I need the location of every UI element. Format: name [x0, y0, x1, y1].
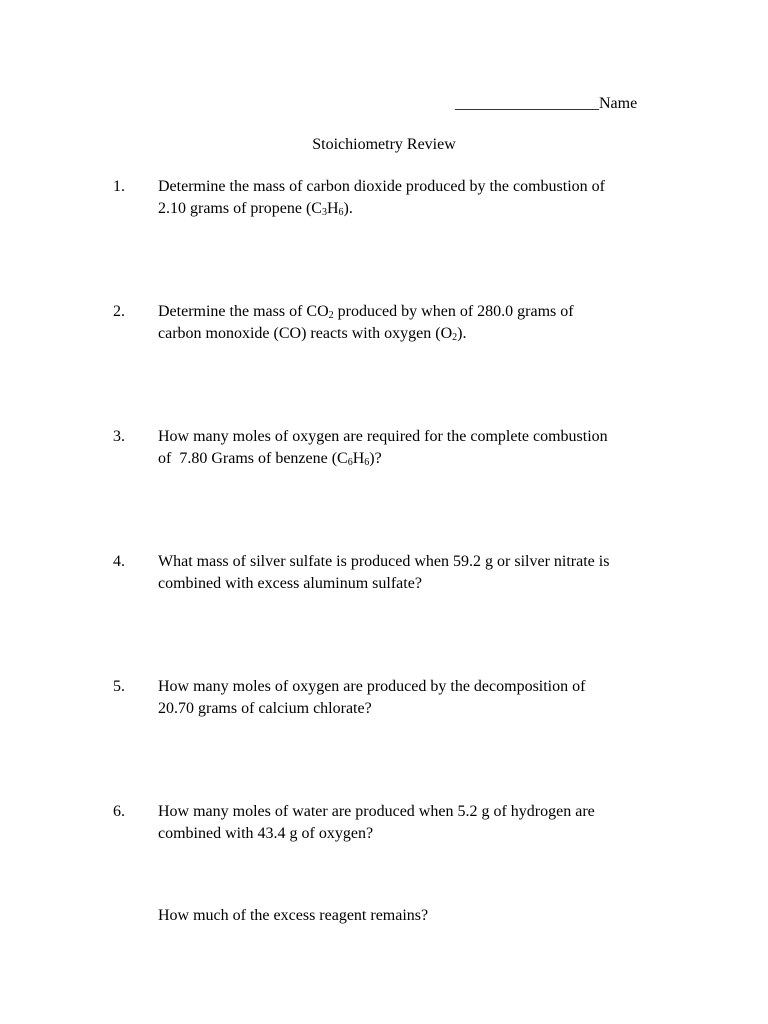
- question-number: 5.: [113, 678, 125, 695]
- subscript: 6: [364, 457, 370, 468]
- question-number: 6.: [113, 803, 125, 820]
- subscript: 2: [328, 310, 334, 321]
- text-run: H: [352, 450, 365, 467]
- subscript: 3: [321, 207, 327, 218]
- question-number: 1.: [113, 178, 125, 195]
- question-line: combined with excess aluminum sulfate?: [158, 575, 422, 592]
- subscript: 2: [452, 332, 458, 343]
- page-title: Stoichiometry Review: [312, 136, 456, 153]
- question-number: 4.: [113, 553, 125, 570]
- followup-question: How much of the excess reagent remains?: [158, 907, 429, 924]
- name-label: Name: [599, 95, 638, 112]
- question-line: [158, 323, 673, 345]
- question-line: What mass of silver sulfate is produced when 59.2 g or silver nitrate is: [158, 553, 610, 570]
- text-run: of 7.80 Grams of benzene (C: [158, 450, 348, 467]
- question-line: 20.70 grams of calcium chlorate?: [158, 700, 372, 717]
- question-line: [158, 301, 673, 323]
- question-line: [158, 448, 673, 470]
- question-line: How many moles of oxygen are produced by the decomposition of: [158, 678, 586, 695]
- question-text: [158, 426, 673, 470]
- question-line: Determine the mass of carbon dioxide produced by the combustion of: [158, 178, 605, 195]
- question-text: [158, 801, 673, 845]
- question-text: [158, 301, 673, 345]
- subscript: 6: [338, 207, 344, 218]
- question-line: [158, 198, 673, 220]
- question-text: [158, 551, 673, 595]
- text-run: ).: [457, 325, 467, 342]
- name-blank: __________________: [455, 95, 599, 112]
- question-number: 3.: [113, 428, 125, 445]
- subscript: 6: [347, 457, 353, 468]
- text-run: carbon monoxide (CO) reacts with oxygen (O: [158, 325, 453, 342]
- text-run: ).: [343, 200, 353, 217]
- text-run: H: [326, 200, 339, 217]
- question-number: 2.: [113, 303, 125, 320]
- text-run: produced by when of 280.0 grams of: [333, 303, 574, 320]
- text-run: Determine the mass of CO: [158, 303, 329, 320]
- name-field: [455, 94, 637, 114]
- text-run: )?: [369, 450, 382, 467]
- question-line: How many moles of oxygen are required for the complete combustion: [158, 428, 608, 445]
- text-run: 2.10 grams of propene (C: [158, 200, 322, 217]
- question-text: [158, 676, 673, 720]
- question-text: [158, 176, 673, 220]
- question-line: combined with 43.4 g of oxygen?: [158, 825, 374, 842]
- question-line: How many moles of water are produced when 5.2 g of hydrogen are: [158, 803, 595, 820]
